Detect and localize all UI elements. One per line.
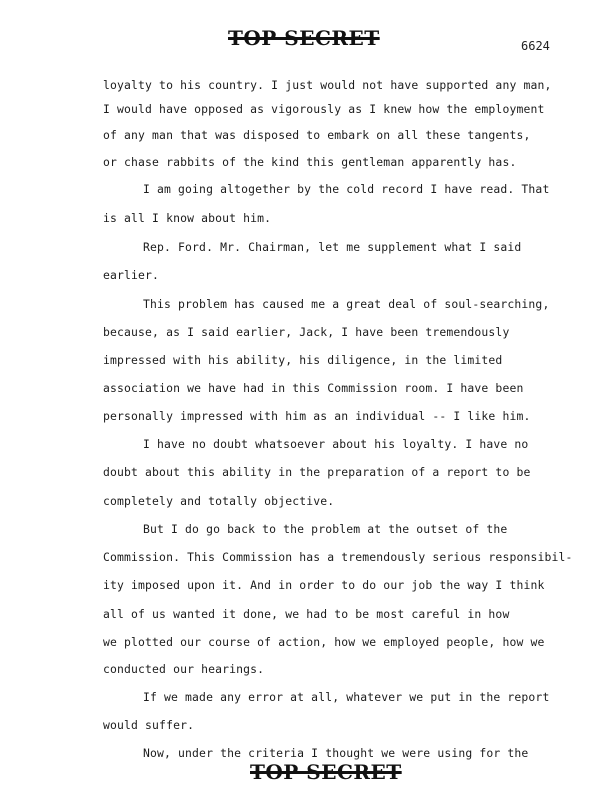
text-line: is all I know about him. — [103, 211, 272, 225]
text-line: because, as I said earlier, Jack, I have been tremendously — [103, 325, 510, 339]
text-line: or chase rabbits of the kind this gentleman apparently has. — [103, 155, 517, 169]
text-line: would suffer. — [103, 718, 195, 732]
classification-stamp-bottom: TOP SECRET — [250, 760, 402, 784]
text-line: completely and totally objective. — [103, 494, 335, 508]
text-line: earlier. — [103, 268, 160, 282]
text-line: impressed with his ability, his diligence, in the limited — [103, 353, 503, 367]
text-line: association we have had in this Commission room. I have been — [103, 381, 524, 395]
text-line: personally impressed with him as an individual -- I like him. — [103, 409, 531, 423]
text-line: I am going altogether by the cold record I have read. That — [143, 182, 550, 196]
text-line: But I do go back to the problem at the outset of the — [143, 522, 508, 536]
classification-stamp-top: TOP SECRET — [228, 26, 380, 50]
text-line: Commission. This Commission has a tremendously serious responsibil- — [103, 550, 573, 564]
text-line: all of us wanted it done, we had to be most careful in how — [103, 607, 510, 621]
text-line: loyalty to his country. I just would not have supported any man, — [103, 78, 552, 92]
text-line: ity imposed upon it. And in order to do our job the way I think — [103, 578, 545, 592]
text-line: conducted our hearings. — [103, 662, 265, 676]
text-line: doubt about this ability in the preparation of a report to be — [103, 465, 531, 479]
page-number: 6624 — [521, 39, 550, 53]
text-line: Rep. Ford. Mr. Chairman, let me supplement what I said — [143, 240, 522, 254]
text-line: we plotted our course of action, how we employed people, how we — [103, 635, 545, 649]
text-line: I would have opposed as vigorously as I knew how the employment — [103, 102, 545, 116]
text-line: If we made any error at all, whatever we put in the report — [143, 690, 550, 704]
text-line: Now, under the criteria I thought we were using for the — [143, 746, 529, 760]
text-line: of any man that was disposed to embark on all these tangents, — [103, 128, 531, 142]
text-line: This problem has caused me a great deal of soul-searching, — [143, 297, 550, 311]
text-line: I have no doubt whatsoever about his loyalty. I have no — [143, 437, 529, 451]
